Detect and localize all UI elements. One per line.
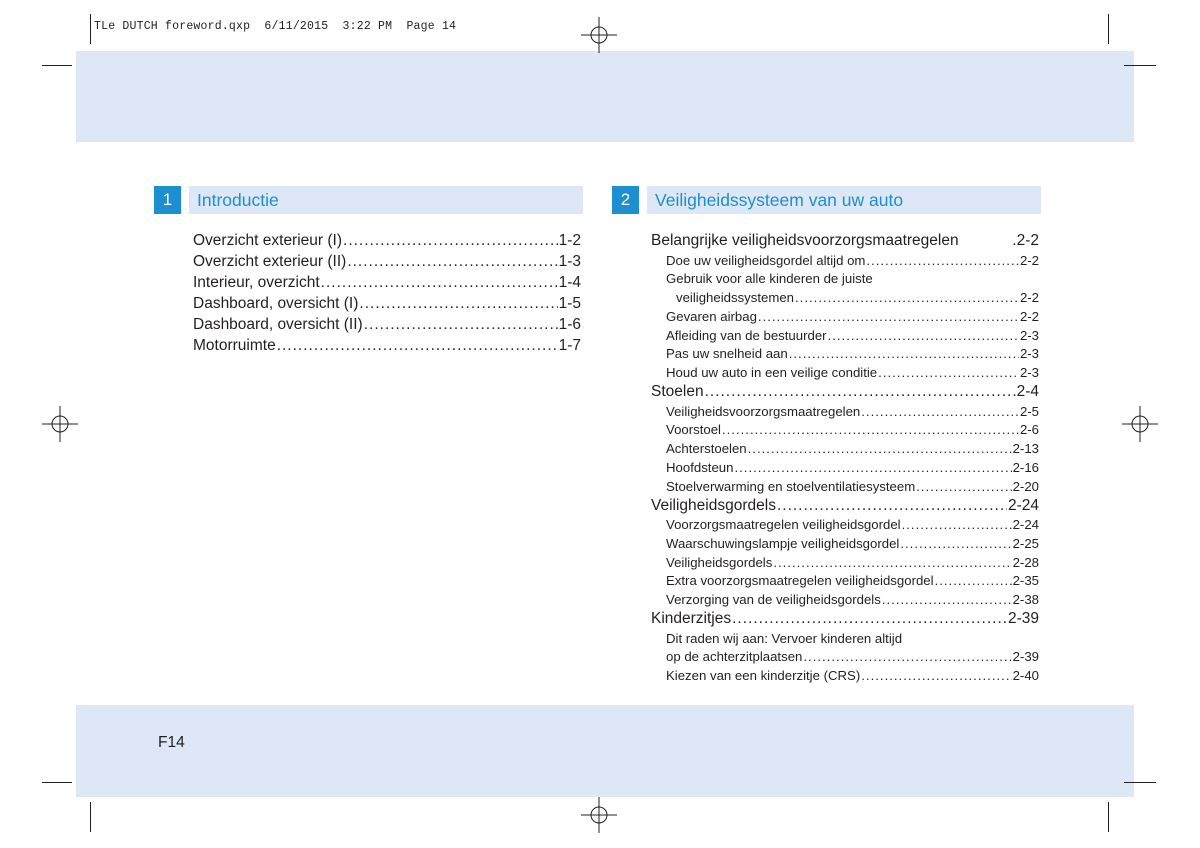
toc-entry[interactable] xyxy=(193,251,581,272)
toc-entry-title: Dit raden wij aan: Vervoer kinderen altijd xyxy=(666,630,903,646)
section-2-header xyxy=(612,186,1041,214)
toc-subentry[interactable] xyxy=(651,251,1039,270)
toc-entry-title: Veiligheidsgordels xyxy=(651,496,776,514)
footer-band xyxy=(76,705,1134,797)
toc-entry-title: Dashboard, oversicht (I) xyxy=(193,295,359,312)
toc-leader xyxy=(935,571,1012,590)
toc-entry-page: 1-3 xyxy=(558,253,581,270)
toc-leader xyxy=(900,534,1011,553)
toc-entry-page: 2-2 xyxy=(1019,308,1039,324)
toc-entry[interactable] xyxy=(193,335,581,356)
section-1-header xyxy=(154,186,583,214)
registration-mark-icon xyxy=(1122,406,1158,442)
toc-subentry[interactable] xyxy=(651,515,1039,534)
section-number: 1 xyxy=(154,186,181,214)
toc-subentry[interactable] xyxy=(651,288,1039,307)
toc-leader xyxy=(343,230,558,251)
toc-entry-page: 2-39 xyxy=(1012,649,1039,665)
toc-entry-title: Verzorging van de veiligheidsgordels xyxy=(666,592,881,608)
toc-entry[interactable] xyxy=(193,293,581,314)
toc-leader xyxy=(758,307,1019,326)
toc-entry-page: 2-39 xyxy=(1007,610,1039,628)
toc-entry-title: Extra voorzorgsmaatregelen veiligheidsgordel xyxy=(666,573,934,589)
toc-entry-title: Stoelverwarming en stoelventilatiesysteem xyxy=(666,478,916,494)
toc-entry[interactable] xyxy=(651,231,1039,251)
toc-entry[interactable] xyxy=(193,272,581,293)
toc-leader xyxy=(277,335,558,356)
toc-entry-title: Overzicht exterieur (II) xyxy=(193,253,347,270)
toc-entry-page: 2-40 xyxy=(1012,668,1039,684)
toc-entry-title: op de achterzitplaatsen xyxy=(666,649,803,665)
toc-subentry[interactable] xyxy=(651,439,1039,458)
toc-entry-title: Kinderzitjes xyxy=(651,610,732,628)
toc-subentry[interactable] xyxy=(651,269,1039,288)
toc-entry-page: 2-16 xyxy=(1012,459,1039,475)
toc-leader xyxy=(347,251,557,272)
toc-leader xyxy=(773,553,1011,572)
toc-entry-title: Kiezen van een kinderzitje (CRS) xyxy=(666,668,861,684)
toc-entry[interactable] xyxy=(651,609,1039,629)
toc-subentry[interactable] xyxy=(651,326,1039,345)
toc-leader xyxy=(705,382,1016,402)
toc-leader xyxy=(359,293,557,314)
toc-entry-title: Interieur, overzicht xyxy=(193,274,320,291)
toc-subentry[interactable] xyxy=(651,402,1039,421)
toc-leader xyxy=(882,590,1012,609)
toc-entry-title: Doe uw veiligheidsgordel altijd om xyxy=(666,252,866,268)
toc-leader xyxy=(748,439,1012,458)
toc-leader xyxy=(902,515,1012,534)
toc-subentry[interactable] xyxy=(651,344,1039,363)
printer-slug: TLe DUTCH foreword.qxp 6/11/2015 3:22 PM Page 14 xyxy=(94,20,457,33)
toc-subentry[interactable] xyxy=(651,363,1039,382)
toc-leader xyxy=(795,288,1019,307)
toc-entry-title: Voorzorgsmaatregelen veiligheidsgordel xyxy=(666,517,901,533)
toc-entry-title: Motorruimte xyxy=(193,337,276,354)
section-title: Introductie xyxy=(189,186,583,214)
toc-subentry[interactable] xyxy=(651,534,1039,553)
toc-entry-title: Houd uw auto in een veilige conditie xyxy=(666,365,878,381)
toc-entry-page: 2-2 xyxy=(1019,290,1039,306)
toc-entry-page: 2-2 xyxy=(1019,252,1039,268)
toc-subentry[interactable] xyxy=(651,571,1039,590)
toc-entry-page: 2-6 xyxy=(1019,422,1039,438)
page-number: F14 xyxy=(158,734,185,751)
toc-subentry[interactable] xyxy=(651,629,1039,648)
toc-entry[interactable] xyxy=(651,382,1039,402)
toc-entry-page: 2-4 xyxy=(1016,383,1039,401)
toc-subentry[interactable] xyxy=(651,647,1039,666)
toc-entry[interactable] xyxy=(651,496,1039,516)
header-band xyxy=(76,51,1134,142)
toc-entry[interactable] xyxy=(193,230,581,251)
toc-entry-page: 1-5 xyxy=(558,295,581,312)
toc-entry-page: .2-2 xyxy=(1012,232,1039,249)
registration-mark-icon xyxy=(581,797,617,833)
section-title: Veiligheidssysteem van uw auto xyxy=(647,186,1041,214)
toc-subentry[interactable] xyxy=(651,666,1039,685)
toc-entry-title: Waarschuwingslampje veiligheidsgordel xyxy=(666,535,900,551)
toc-entry-page: 1-2 xyxy=(558,232,581,249)
toc-entry-title: Stoelen xyxy=(651,383,704,401)
toc-entry-title: Dashboard, oversicht (II) xyxy=(193,316,363,333)
toc-entry-title: Pas uw snelheid aan xyxy=(666,346,788,362)
toc-leader xyxy=(777,496,1007,516)
toc-entry-page: 2-5 xyxy=(1019,403,1039,419)
toc-leader xyxy=(321,272,558,293)
section-number: 2 xyxy=(612,186,639,214)
toc-entry-title: Gebruik voor alle kinderen de juiste xyxy=(666,271,873,287)
toc-subentry[interactable] xyxy=(651,458,1039,477)
toc-leader xyxy=(789,344,1019,363)
toc-leader xyxy=(861,666,1011,685)
toc-subentry[interactable] xyxy=(651,590,1039,609)
toc-leader xyxy=(364,314,558,335)
registration-mark-icon xyxy=(581,17,617,53)
toc-entry-page: 2-24 xyxy=(1007,496,1039,514)
toc-entry-title: Belangrijke veiligheidsvoorzorgsmaatregelen xyxy=(651,232,959,249)
toc-leader xyxy=(732,609,1007,629)
toc-entry-title: Veiligheidsvoorzorgsmaatregelen xyxy=(666,403,861,419)
toc-leader xyxy=(722,420,1019,439)
toc-entry-page: 2-35 xyxy=(1012,573,1039,589)
toc-entry-page: 2-3 xyxy=(1019,365,1039,381)
toc-entry-title: Gevaren airbag xyxy=(666,308,757,324)
toc-entry[interactable] xyxy=(193,314,581,335)
toc-leader xyxy=(916,477,1011,496)
toc-subentry[interactable] xyxy=(651,553,1039,572)
toc-subentry[interactable] xyxy=(651,307,1039,326)
toc-entry-page: 2-13 xyxy=(1012,441,1039,457)
toc-entry-title: Veiligheidsgordels xyxy=(666,554,773,570)
toc-subentry[interactable] xyxy=(651,477,1039,496)
section-1-toc xyxy=(193,230,581,356)
toc-entry-title: Afleiding van de bestuurder xyxy=(666,327,827,343)
toc-entry-title: Achterstoelen xyxy=(666,441,747,457)
toc-entry-page: 1-6 xyxy=(558,316,581,333)
toc-leader xyxy=(866,251,1019,270)
section-2-toc xyxy=(651,231,1039,685)
toc-entry-title: veiligheidssystemen xyxy=(676,290,795,306)
toc-leader xyxy=(828,326,1019,345)
toc-entry-page: 1-7 xyxy=(558,337,581,354)
toc-entry-page: 2-3 xyxy=(1019,327,1039,343)
toc-entry-title: Overzicht exterieur (I) xyxy=(193,232,343,249)
toc-subentry[interactable] xyxy=(651,420,1039,439)
toc-entry-page: 2-3 xyxy=(1019,346,1039,362)
toc-entry-title: Hoofdsteun xyxy=(666,459,734,475)
toc-leader xyxy=(878,363,1019,382)
registration-mark-icon xyxy=(42,406,78,442)
toc-entry-page: 2-24 xyxy=(1012,517,1039,533)
toc-leader xyxy=(861,402,1019,421)
toc-entry-page: 2-38 xyxy=(1012,592,1039,608)
toc-leader xyxy=(734,458,1011,477)
toc-leader xyxy=(803,647,1011,666)
toc-entry-page: 1-4 xyxy=(558,274,581,291)
toc-entry-page: 2-20 xyxy=(1012,478,1039,494)
toc-entry-title: Voorstoel xyxy=(666,422,721,438)
toc-entry-page: 2-25 xyxy=(1012,535,1039,551)
toc-entry-page: 2-28 xyxy=(1012,554,1039,570)
